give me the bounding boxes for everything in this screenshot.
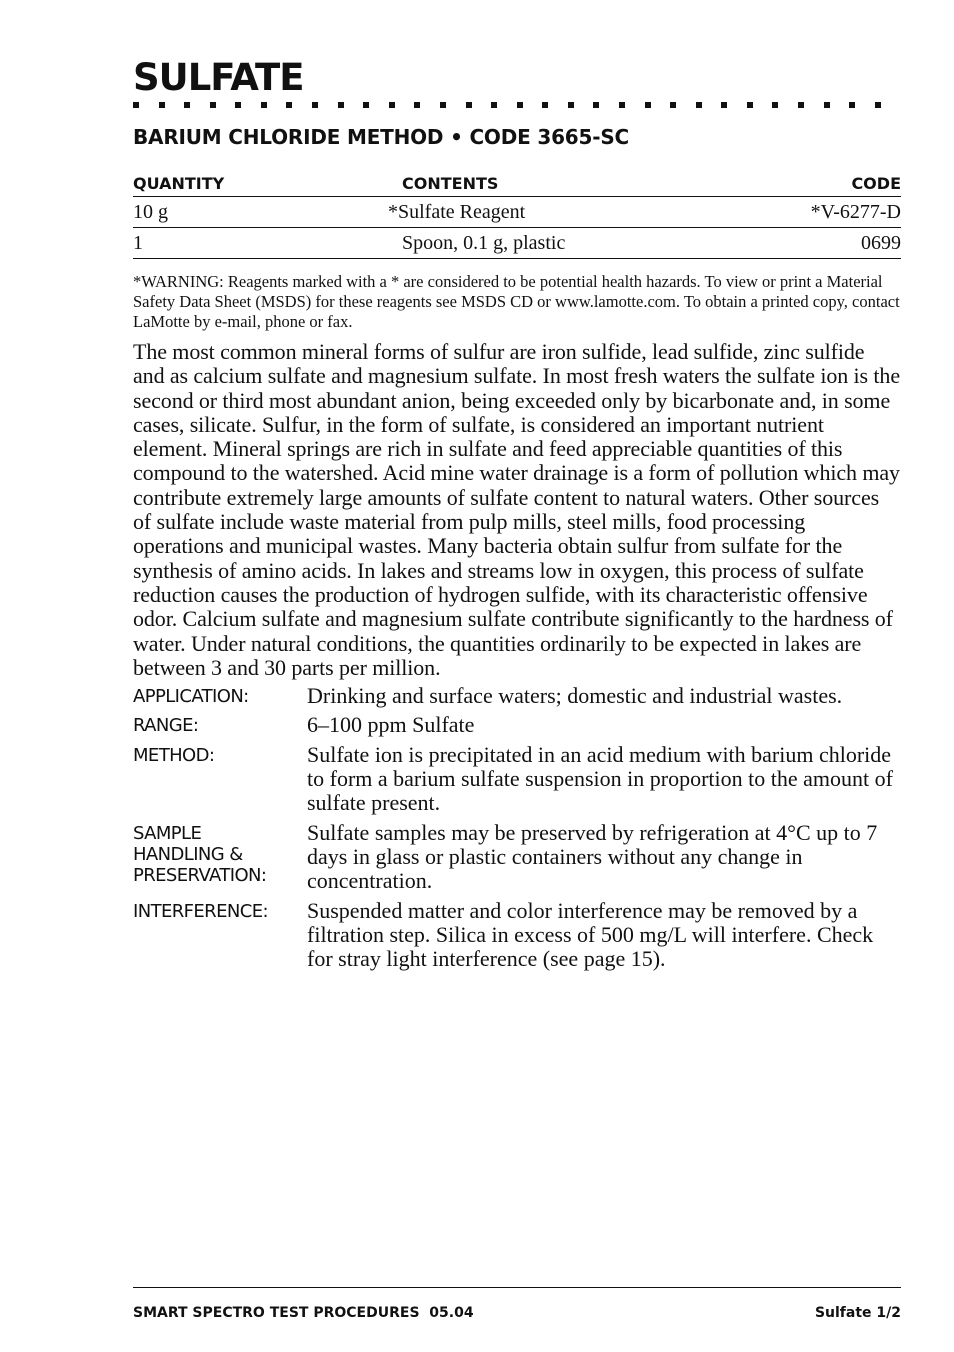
definition-interference	[133, 899, 901, 972]
definition-text: Suspended matter and color interference may be removed by a filtration step. Silica in excess of 500 mg/L will interfere. Check for stray light interference (see page 15).	[307, 897, 874, 972]
footer-publication: SMART SPECTRO TEST PROCEDURES 05.04	[133, 1305, 474, 1321]
footer-divider	[133, 1287, 901, 1288]
definition-application	[133, 684, 901, 708]
definition-text: 6–100 ppm Sulfate	[307, 712, 475, 738]
definition-text: Drinking and surface waters; domestic and industrial wastes.	[307, 683, 843, 709]
definition-label: INTERFERENCE:	[133, 900, 268, 922]
definition-method	[133, 743, 901, 816]
hazard-warning: *WARNING: Reagents marked with a * are considered to be potential health hazards. To view or print a Material Safety Data Sheet (MSDS) for these reagents see MSDS CD or www.lamotte.com. To obtain a printed copy, contact LaMotte by e-mail, phone or fax.	[133, 272, 900, 331]
table-row	[133, 228, 901, 259]
label-line: PRESERVATION:	[133, 864, 267, 886]
definition-text: Sulfate samples may be preserved by refrigeration at 4°C up to 7 days in glass or plastic containers without any change in concentration.	[307, 819, 878, 894]
definition-sample-handling	[133, 821, 901, 894]
page-title: SULFATE	[133, 56, 304, 99]
definition-label: METHOD:	[133, 744, 215, 766]
label-line: SAMPLE	[133, 822, 202, 844]
definition-list	[133, 684, 901, 971]
quantity-cell: 10 g	[133, 197, 388, 228]
footer-page-number: Sulfate 1/2	[814, 1305, 901, 1321]
definition-range	[133, 713, 901, 737]
code-cell: 0699	[662, 228, 901, 259]
contents-table	[133, 174, 901, 259]
method-subtitle: BARIUM CHLORIDE METHOD • CODE 3665-SC	[133, 125, 629, 149]
contents-cell: *Sulfate Reagent	[388, 197, 662, 228]
definition-label: APPLICATION:	[133, 686, 249, 708]
header-quantity: QUANTITY	[133, 174, 388, 197]
contents-cell: Spoon, 0.1 g, plastic	[388, 228, 662, 259]
definition-text: Sulfate ion is precipitated in an acid medium with barium chloride to form a barium sulfate suspension in proportion to the amount of sulfate present.	[307, 741, 893, 816]
quantity-cell: 1	[133, 228, 388, 259]
page-footer	[133, 1305, 901, 1321]
definition-label: RANGE:	[133, 715, 199, 737]
label-line: HANDLING &	[133, 843, 243, 865]
intro-paragraph: The most common mineral forms of sulfur are iron sulfide, lead sulfide, zinc sulfide and as calcium sulfate and magnesium sulfate. In most fresh waters the sulfate ion is the second or third most abundant anion, being exceeded only by bicarbonate and, in some cases, silicate. Sulfur, in the form of sulfate, is considered an important nutrient element. Mineral springs are rich in sulfate and feed appreciable quantities of this compound to the watershed. Acid mine water drainage is a form of pollution which may contribute extremely large amounts of sulfate content to natural waters. Other sources of sulfate include waste material from pulp mills, steel mills, food processing operations and municipal wastes. Many bacteria obtain sulfur from sulfate for the synthesis of amino acids. In lakes and streams low in oxygen, this process of sulfate reduction causes the production of hydrogen sulfide, with its characteristic offensive odor. Calcium sulfate and magnesium sulfate contribute significantly to the hardness of water. Under natural conditions, the quantities ordinarily to be expected in lakes are between 3 and 30 parts per million.	[133, 339, 900, 680]
header-contents: CONTENTS	[388, 174, 662, 197]
dotted-divider	[133, 102, 881, 110]
header-code: CODE	[662, 174, 901, 197]
document-page	[133, 56, 901, 976]
definition-label	[133, 821, 307, 894]
table-row	[133, 197, 901, 228]
code-cell: *V-6277-D	[662, 197, 901, 228]
table-header-row	[133, 174, 901, 197]
